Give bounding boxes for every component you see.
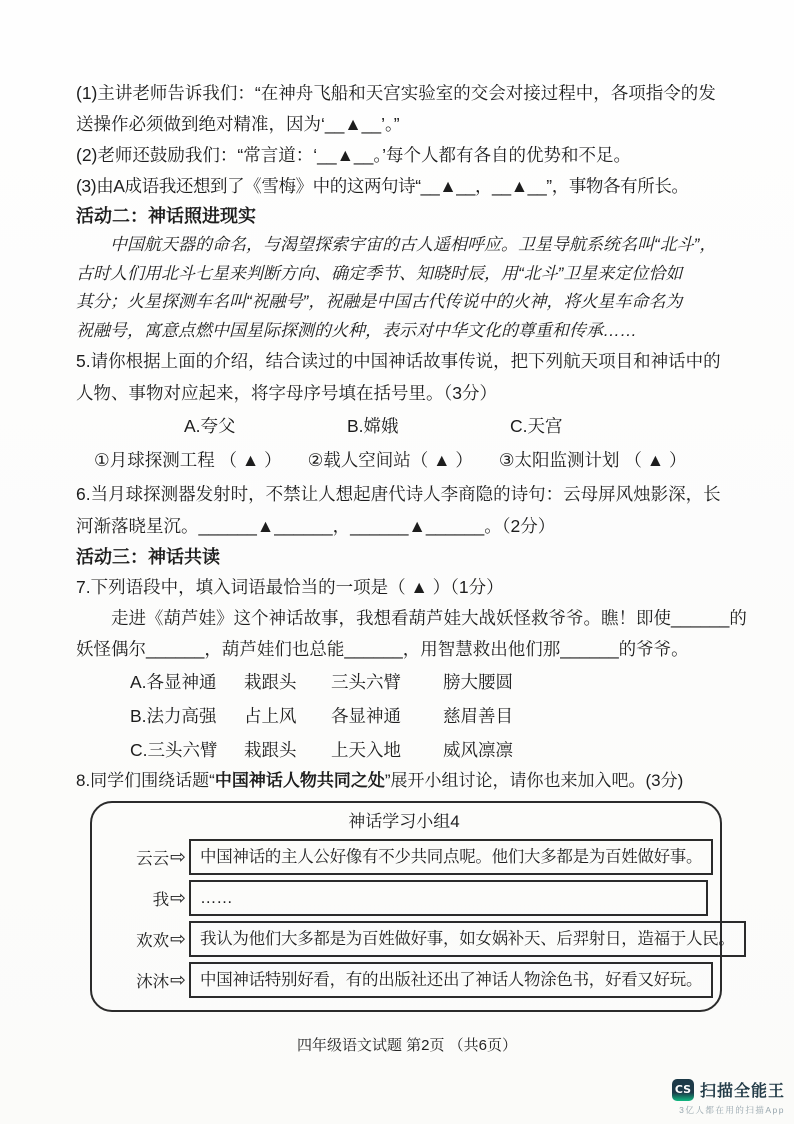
discussion-row: [100, 839, 708, 875]
speaker-name: 云云: [136, 850, 170, 868]
stem-text: 8.同学们围绕话题“: [76, 771, 215, 790]
option-cell: 栽跟头: [244, 740, 297, 760]
stem-text: ”展开小组讨论，请你也来加入吧。(3分): [384, 771, 684, 790]
speech-bubble: 我认为他们大多都是为百姓做好事，如女娲补天、后羿射日，造福于人民。: [189, 921, 746, 957]
option-cell: 上天入地: [331, 740, 401, 760]
speaker-name: 我: [152, 891, 170, 909]
text-line: 祝融号，寓意点燃中国星际探测的火种，表示对中华文化的尊重和传承……: [76, 320, 637, 340]
text-line: 河渐落晓星沉。______▲______，______▲______。（2分）: [76, 516, 556, 536]
option-cell: 慈眉善目: [443, 706, 513, 726]
option-cell: B.法力高强: [130, 706, 217, 726]
option-cell: C.三头六臂: [130, 740, 218, 760]
speech-bubble: ……: [189, 880, 708, 916]
speaker-cell: [100, 927, 186, 951]
watermark-brand-row: [672, 1078, 785, 1101]
stem-topic: 中国神话人物共同之处: [214, 771, 385, 790]
question-5-choices: [76, 409, 738, 443]
activity-3-heading: 活动三：神话共读: [76, 547, 220, 567]
question-6-poem: [76, 478, 738, 542]
camscanner-watermark: [672, 1078, 785, 1116]
option-cell: 占上风: [244, 706, 297, 726]
right-arrow-icon: ⇨: [170, 887, 186, 909]
text-line: (3)由A成语我还想到了《雪梅》中的这两句诗“__▲__，__▲__”，事物各有所长。: [76, 176, 689, 196]
discussion-row: [100, 962, 708, 998]
option-cell: 各显神通: [331, 706, 401, 726]
text-line: 6.当月球探测器发射时，不禁让人想起唐代诗人李商隐的诗句：云母屏风烛影深，长: [76, 484, 721, 504]
watermark-brand-name: 扫描全能王: [699, 1083, 785, 1100]
option-cell: 栽跟头: [244, 672, 297, 692]
right-arrow-icon: ⇨: [170, 846, 186, 868]
speech-bubble: 中国神话特别好看，有的出版社还出了神话人物涂色书，好看又好玩。: [189, 962, 713, 998]
choice-label: A.夸父: [184, 416, 236, 436]
speaker-cell: [100, 845, 186, 869]
text-line: (1)主讲老师告诉我们：“在神舟飞船和天宫实验室的交会对接过程中，各项指令的发: [76, 83, 716, 103]
text-line: 送操作必须做到绝对精准，因为‘__▲__’。”: [76, 114, 400, 134]
match-item: ②载人空间站（ ▲ ）: [307, 450, 473, 470]
option-cell: A.各显神通: [130, 672, 217, 692]
option-row-a: [76, 665, 738, 699]
option-cell: 威风凛凛: [443, 740, 513, 760]
text-line: 古时人们用北斗七星来判断方向、确定季节、知晓时辰，用“北斗”卫星来定位恰如: [76, 263, 683, 283]
speaker-cell: [100, 886, 186, 910]
question-5-matching: [76, 345, 738, 477]
discussion-row: [100, 921, 735, 957]
text-line: 其分；火星探测车名叫“祝融号”，祝融是中国古代传说中的火神，将火星车命名为: [76, 292, 683, 311]
text-line: 5.请你根据上面的介绍，结合读过的中国神话故事传说，把下列航天项目和神话中的: [76, 351, 721, 371]
discussion-box-title: 神话学习小组4: [348, 812, 460, 831]
watermark-tagline: 3亿人都在用的扫描App: [679, 1105, 785, 1115]
question-5-match-row: [76, 443, 738, 477]
option-row-c: [76, 733, 738, 767]
text-line: 走进《葫芦娃》这个神话故事，我想看葫芦娃大战妖怪救爷爷。瞧！即使______的: [111, 608, 747, 628]
choice-label: C.天宫: [510, 416, 563, 436]
option-cell: 三头六臂: [331, 672, 401, 692]
question-7-choice: [76, 572, 747, 767]
camscanner-icon: CS: [672, 1079, 694, 1101]
speaker-cell: [100, 968, 186, 992]
option-cell: 膀大腰圆: [443, 672, 513, 692]
match-item: ①月球探测工程 （ ▲ ）: [94, 450, 282, 470]
question-8-stem: [76, 767, 738, 795]
speaker-name: 欢欢: [136, 932, 170, 950]
speech-bubble: 中国神话的主人公好像有不少共同点呢。他们大多都是为百姓做好事。: [189, 839, 713, 875]
text-line: 妖怪偶尔______，葫芦娃们也总能______，用智慧救出他们那______的爷爷。: [76, 639, 689, 659]
match-item: ③太阳监测计划 （ ▲ ）: [498, 450, 687, 470]
activity-2-passage: [76, 231, 738, 345]
discussion-group-box: [90, 801, 735, 1012]
option-row-b: [76, 699, 738, 733]
activity-2-heading: 活动二：神话照进现实: [76, 206, 256, 226]
choice-label: B.嫦娥: [347, 416, 399, 436]
question-4-fill-in: [76, 78, 738, 202]
page-footer: 四年级语文试题 第2页 （共6页）: [296, 1037, 518, 1054]
right-arrow-icon: ⇨: [170, 928, 186, 950]
right-arrow-icon: ⇨: [170, 969, 186, 991]
speaker-name: 沐沐: [136, 973, 170, 991]
text-line: (2)老师还鼓励我们：“常言道：‘__▲__。’每个人都有各自的优势和不足。: [76, 145, 631, 165]
question-8-discussion: [76, 767, 738, 1012]
text-line: 人物、事物对应起来，将字母序号填在括号里。（3分）: [76, 383, 497, 403]
discussion-row: [100, 880, 708, 916]
text-line: 中国航天器的命名，与渴望探索宇宙的古人遥相呼应。卫星导航系统名叫“北斗”，: [110, 235, 717, 254]
question-7-stem: 7.下列语段中，填入词语最恰当的一项是（ ▲ ）（1分）: [76, 577, 504, 597]
